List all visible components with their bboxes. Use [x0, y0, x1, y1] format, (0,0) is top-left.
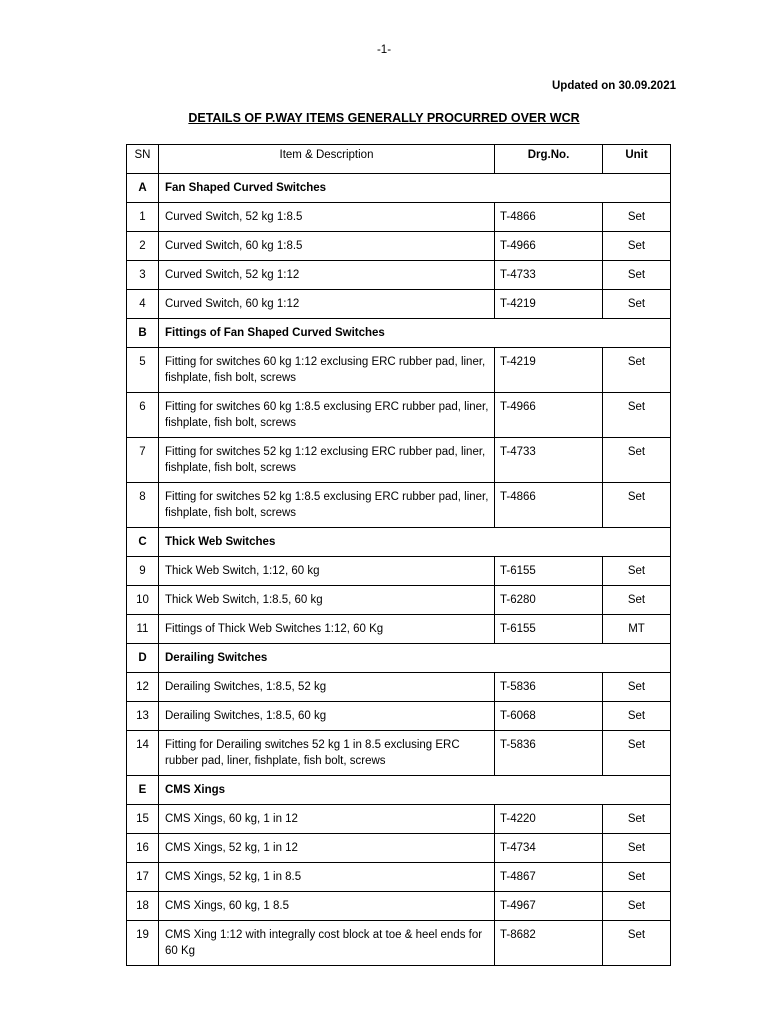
table-row — [127, 673, 671, 702]
item-sn: 17 — [127, 863, 159, 892]
item-drg-no: T-4966 — [495, 232, 603, 261]
item-sn: 8 — [127, 483, 159, 528]
section-letter: E — [127, 776, 159, 805]
item-sn: 3 — [127, 261, 159, 290]
item-unit: Set — [603, 261, 671, 290]
table-row — [127, 731, 671, 776]
header-item-description: Item & Description — [159, 145, 495, 174]
item-description: Curved Switch, 60 kg 1:12 — [159, 290, 495, 319]
item-drg-no: T-4219 — [495, 290, 603, 319]
section-row — [127, 776, 671, 805]
table-row — [127, 438, 671, 483]
item-drg-no: T-4733 — [495, 438, 603, 483]
table-row — [127, 203, 671, 232]
item-sn: 18 — [127, 892, 159, 921]
item-unit: Set — [603, 921, 671, 966]
table-row — [127, 863, 671, 892]
item-description: Derailing Switches, 1:8.5, 52 kg — [159, 673, 495, 702]
section-title: Derailing Switches — [159, 644, 671, 673]
item-unit: Set — [603, 438, 671, 483]
item-unit: Set — [603, 892, 671, 921]
document-title: DETAILS OF P.WAY ITEMS GENERALLY PROCURRED OVER WCR — [188, 111, 580, 125]
item-unit: Set — [603, 834, 671, 863]
updated-date: Updated on 30.09.2021 — [552, 80, 676, 92]
item-drg-no: T-5836 — [495, 731, 603, 776]
table-row — [127, 557, 671, 586]
item-unit: MT — [603, 615, 671, 644]
section-letter: B — [127, 319, 159, 348]
section-title: Fittings of Fan Shaped Curved Switches — [159, 319, 671, 348]
item-unit: Set — [603, 393, 671, 438]
item-sn: 5 — [127, 348, 159, 393]
table-row — [127, 261, 671, 290]
table-row — [127, 290, 671, 319]
item-description: Fitting for switches 60 kg 1:12 exclusing ERC rubber pad, liner, fishplate, fish bolt, screws — [159, 348, 495, 393]
item-sn: 11 — [127, 615, 159, 644]
table-row — [127, 892, 671, 921]
item-sn: 10 — [127, 586, 159, 615]
item-description: CMS Xing 1:12 with integrally cost block at toe & heel ends for 60 Kg — [159, 921, 495, 966]
item-unit: Set — [603, 673, 671, 702]
section-title: CMS Xings — [159, 776, 671, 805]
table-row — [127, 483, 671, 528]
items-table — [126, 144, 671, 966]
item-sn: 6 — [127, 393, 159, 438]
item-sn: 2 — [127, 232, 159, 261]
item-drg-no: T-6155 — [495, 557, 603, 586]
header-unit: Unit — [603, 145, 671, 174]
item-sn: 7 — [127, 438, 159, 483]
item-description: Fitting for Derailing switches 52 kg 1 in 8.5 exclusing ERC rubber pad, liner, fishplate, fish bolt, screws — [159, 731, 495, 776]
item-sn: 13 — [127, 702, 159, 731]
section-letter: A — [127, 174, 159, 203]
header-sn: SN — [127, 145, 159, 174]
item-description: Fittings of Thick Web Switches 1:12, 60 Kg — [159, 615, 495, 644]
item-description: Derailing Switches, 1:8.5, 60 kg — [159, 702, 495, 731]
page-number: -1- — [376, 44, 392, 56]
table-row — [127, 921, 671, 966]
section-title: Thick Web Switches — [159, 528, 671, 557]
section-letter: C — [127, 528, 159, 557]
table-row — [127, 834, 671, 863]
item-unit: Set — [603, 557, 671, 586]
item-drg-no: T-8682 — [495, 921, 603, 966]
section-row — [127, 528, 671, 557]
item-description: Fitting for switches 52 kg 1:12 exclusing ERC rubber pad, liner, fishplate, fish bolt, screws — [159, 438, 495, 483]
item-sn: 4 — [127, 290, 159, 319]
item-sn: 15 — [127, 805, 159, 834]
item-description: Fitting for switches 52 kg 1:8.5 exclusing ERC rubber pad, liner, fishplate, fish bolt, screws — [159, 483, 495, 528]
table-header-row — [127, 145, 671, 174]
table-body — [127, 174, 671, 966]
item-description: CMS Xings, 60 kg, 1 8.5 — [159, 892, 495, 921]
item-sn: 12 — [127, 673, 159, 702]
item-drg-no: T-4867 — [495, 863, 603, 892]
item-description: CMS Xings, 52 kg, 1 in 12 — [159, 834, 495, 863]
item-description: CMS Xings, 52 kg, 1 in 8.5 — [159, 863, 495, 892]
item-drg-no: T-6155 — [495, 615, 603, 644]
item-description: Fitting for switches 60 kg 1:8.5 exclusing ERC rubber pad, liner, fishplate, fish bolt, screws — [159, 393, 495, 438]
item-sn: 19 — [127, 921, 159, 966]
item-unit: Set — [603, 586, 671, 615]
table-row — [127, 805, 671, 834]
item-description: Curved Switch, 60 kg 1:8.5 — [159, 232, 495, 261]
item-unit: Set — [603, 232, 671, 261]
header-drg-no: Drg.No. — [495, 145, 603, 174]
item-drg-no: T-4219 — [495, 348, 603, 393]
section-row — [127, 174, 671, 203]
table-row — [127, 393, 671, 438]
table-row — [127, 348, 671, 393]
item-drg-no: T-4733 — [495, 261, 603, 290]
item-sn: 16 — [127, 834, 159, 863]
table-row — [127, 702, 671, 731]
item-unit: Set — [603, 203, 671, 232]
item-drg-no: T-4866 — [495, 483, 603, 528]
item-description: Curved Switch, 52 kg 1:8.5 — [159, 203, 495, 232]
item-drg-no: T-4966 — [495, 393, 603, 438]
item-unit: Set — [603, 863, 671, 892]
item-drg-no: T-4220 — [495, 805, 603, 834]
table-row — [127, 586, 671, 615]
item-drg-no: T-5836 — [495, 673, 603, 702]
table-row — [127, 232, 671, 261]
item-unit: Set — [603, 805, 671, 834]
item-drg-no: T-4734 — [495, 834, 603, 863]
item-drg-no: T-6280 — [495, 586, 603, 615]
item-description: Thick Web Switch, 1:8.5, 60 kg — [159, 586, 495, 615]
section-letter: D — [127, 644, 159, 673]
item-drg-no: T-4866 — [495, 203, 603, 232]
item-unit: Set — [603, 348, 671, 393]
section-title: Fan Shaped Curved Switches — [159, 174, 671, 203]
section-row — [127, 319, 671, 348]
item-drg-no: T-6068 — [495, 702, 603, 731]
item-unit: Set — [603, 483, 671, 528]
item-unit: Set — [603, 290, 671, 319]
table-row — [127, 615, 671, 644]
item-description: Thick Web Switch, 1:12, 60 kg — [159, 557, 495, 586]
item-sn: 9 — [127, 557, 159, 586]
item-sn: 1 — [127, 203, 159, 232]
item-sn: 14 — [127, 731, 159, 776]
section-row — [127, 644, 671, 673]
item-unit: Set — [603, 702, 671, 731]
item-drg-no: T-4967 — [495, 892, 603, 921]
item-unit: Set — [603, 731, 671, 776]
item-description: CMS Xings, 60 kg, 1 in 12 — [159, 805, 495, 834]
item-description: Curved Switch, 52 kg 1:12 — [159, 261, 495, 290]
